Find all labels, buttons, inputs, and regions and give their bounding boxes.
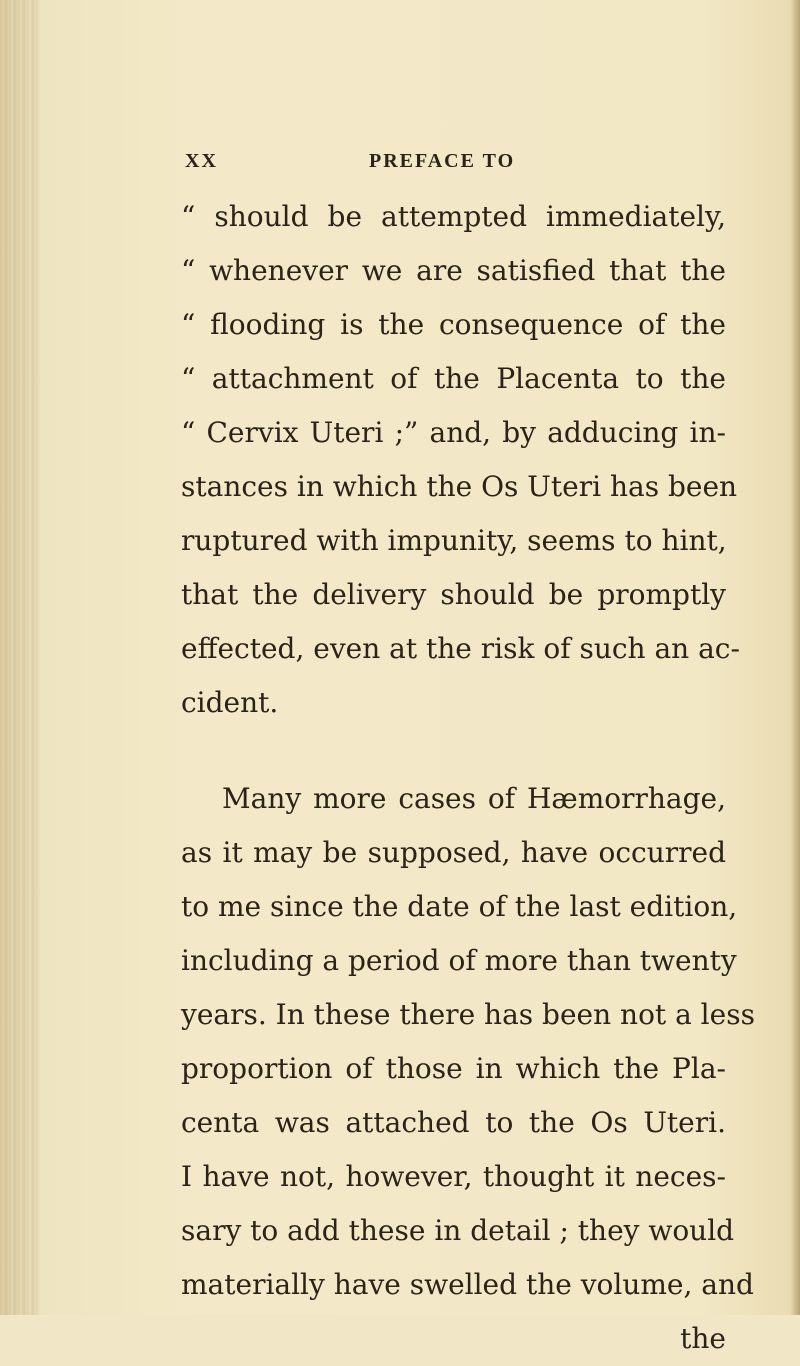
text-line: that the delivery should be promptly <box>181 578 726 611</box>
text-line: effected, even at the risk of such an ac- <box>181 632 740 665</box>
text-line: ruptured with impunity, seems to hint, <box>181 524 727 557</box>
paragraph-2 <box>181 772 755 1312</box>
text-line: “ attachment of the Placenta to the <box>181 362 726 395</box>
text-line: as it may be supposed, have occurred <box>181 836 726 869</box>
text-line: “ whenever we are satisfied that the <box>181 254 726 287</box>
text-line: proportion of those in which the Pla- <box>181 1052 726 1085</box>
text-line: stances in which the Os Uteri has been <box>181 470 738 503</box>
text-line: sary to add these in detail ; they would <box>181 1214 735 1247</box>
catchword: the <box>680 1322 726 1355</box>
running-title: PREFACE TO <box>369 150 516 172</box>
text-line: Many more cases of Hæmorrhage, <box>222 782 726 815</box>
text-line: years. In these there has been not a less <box>181 998 755 1031</box>
page-number: XX <box>185 150 218 172</box>
text-line: including a period of more than twenty <box>181 944 737 977</box>
text-line: cident. <box>181 686 279 719</box>
text-line: to me since the date of the last edition, <box>181 890 738 923</box>
paragraph-1 <box>181 190 740 730</box>
page-binding-shadow <box>0 0 40 1315</box>
text-line: “ flooding is the consequence of the <box>181 308 726 341</box>
text-line: “ should be attempted immediately, <box>181 200 726 233</box>
text-line: centa was attached to the Os Uteri. <box>181 1106 726 1139</box>
body-text <box>181 190 755 1366</box>
paragraph-gap <box>181 730 726 772</box>
text-line: materially have swelled the volume, and <box>181 1268 754 1301</box>
page-header <box>185 150 545 190</box>
text-line: I have not, however, thought it neces- <box>181 1160 726 1193</box>
page-edge <box>790 0 800 1315</box>
text-line: “ Cervix Uteri ;” and, by adducing in- <box>181 416 726 449</box>
